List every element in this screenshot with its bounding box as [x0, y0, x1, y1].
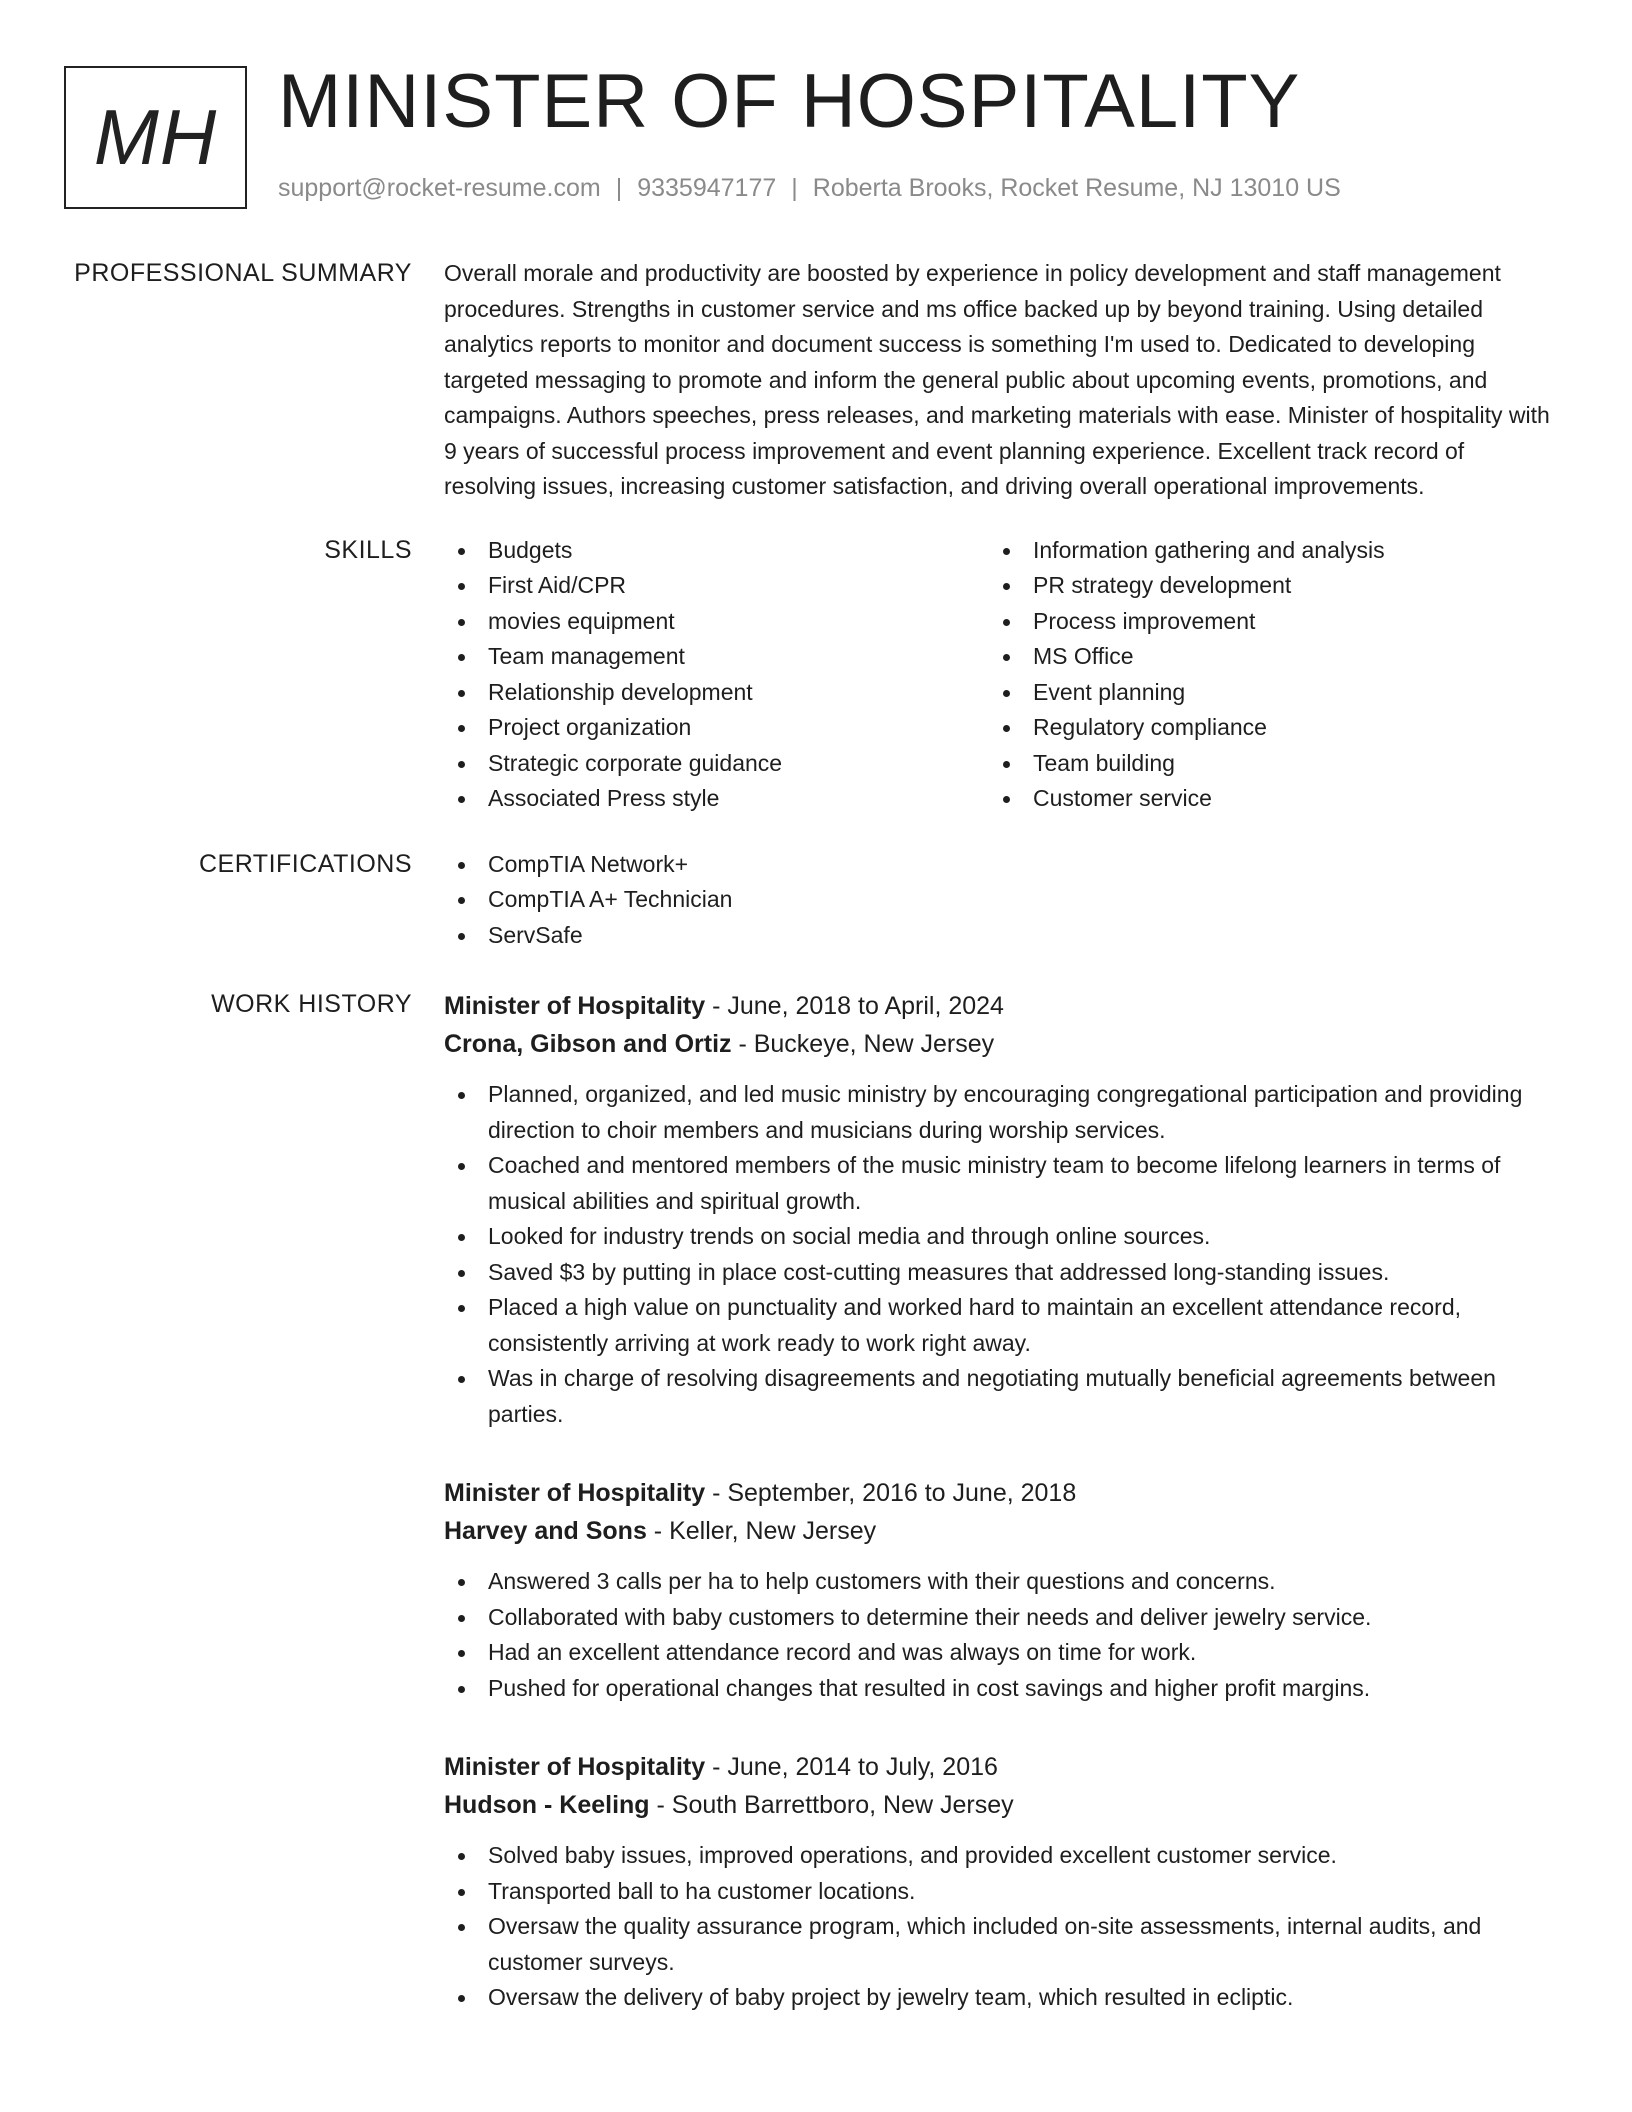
skill-item: Customer service	[989, 781, 1534, 817]
job-location: - South Barrettboro, New Jersey	[649, 1791, 1014, 1819]
skill-item: Event planning	[989, 675, 1534, 711]
resume-sections	[64, 256, 1554, 2016]
skill-item: Associated Press style	[444, 781, 989, 817]
contact-separator: |	[791, 174, 798, 202]
monogram-badge	[64, 66, 247, 209]
job-duty-item: Saved $3 by putting in place cost-cutting measures that addressed long-standing issues.	[444, 1255, 1554, 1291]
skill-item: Strategic corporate guidance	[444, 746, 989, 782]
job-duties-list	[444, 1838, 1554, 2016]
skills-list-right	[989, 533, 1534, 817]
skill-item: movies equipment	[444, 604, 989, 640]
job-title-line	[444, 987, 1554, 1025]
job-company-line	[444, 1025, 1554, 1063]
contact-email: support@rocket-resume.com	[278, 174, 601, 202]
summary-text: Overall morale and productivity are boosted by experience in policy development and staff management procedures. Strengths in customer service and ms office backed up by beyond training. Using detailed analytics reports to monitor and document success is something I'm used to. Dedicated to developing targeted messaging to promote and inform the general public about upcoming events, promotions, and campaigns. Authors speeches, press releases, and marketing materials with ease. Minister of hospitality with 9 years of successful process improvement and event planning experience. Excellent track record of resolving issues, increasing customer satisfaction, and driving overall operational improvements.	[444, 260, 1550, 499]
skill-item: PR strategy development	[989, 568, 1534, 604]
job-duty-item: Was in charge of resolving disagreements and negotiating mutually beneficial agreements between parties.	[444, 1361, 1554, 1432]
job-entry	[444, 1474, 1554, 1706]
skill-item: MS Office	[989, 639, 1534, 675]
job-entry	[444, 1748, 1554, 2016]
monogram-text: MH	[93, 93, 218, 181]
contact-address: Roberta Brooks, Rocket Resume, NJ 13010 US	[812, 174, 1341, 202]
work-history-label: WORK HISTORY	[211, 990, 412, 1018]
job-title: Minister of Hospitality	[444, 992, 706, 1020]
contact-separator: |	[615, 174, 623, 202]
job-location: - Buckeye, New Jersey	[731, 1030, 995, 1058]
job-duties-list	[444, 1077, 1554, 1432]
summary-label: PROFESSIONAL SUMMARY	[74, 259, 412, 287]
job-title: Minister of Hospitality	[444, 1479, 706, 1507]
skills-label: SKILLS	[324, 535, 412, 564]
skill-item: Project organization	[444, 710, 989, 746]
skills-section	[64, 533, 1554, 817]
job-company-line	[444, 1512, 1554, 1550]
job-duty-item: Planned, organized, and led music ministry by encouraging congregational participation and providing direction to choir members and musicians during worship services.	[444, 1077, 1554, 1148]
certifications-label: CERTIFICATIONS	[198, 849, 412, 878]
certification-item: CompTIA A+ Technician	[444, 882, 1554, 918]
job-duty-item: Oversaw the quality assurance program, which included on-site assessments, internal audits, and customer surveys.	[444, 1909, 1554, 1980]
jobs-list	[444, 987, 1554, 2016]
job-dates: - September, 2016 to June, 2018	[705, 1479, 1077, 1507]
certification-item: CompTIA Network+	[444, 847, 1554, 883]
job-company: Harvey and Sons	[444, 1517, 647, 1545]
skill-item: Regulatory compliance	[989, 710, 1534, 746]
job-duty-item: Transported ball to ha customer locations.	[444, 1874, 1554, 1910]
skill-item: Process improvement	[989, 604, 1534, 640]
job-company-line	[444, 1786, 1554, 1824]
contact-line	[278, 174, 1341, 203]
job-entry	[444, 987, 1554, 1432]
job-title: Minister of Hospitality	[444, 1753, 706, 1781]
work-history-section	[64, 987, 1554, 2016]
job-title-line	[444, 1748, 1554, 1786]
certifications-list	[444, 847, 1554, 954]
job-duty-item: Had an excellent attendance record and was always on time for work.	[444, 1635, 1554, 1671]
resume-name: MINISTER OF HOSPITALITY	[278, 59, 1301, 144]
job-duty-item: Looked for industry trends on social media and through online sources.	[444, 1219, 1554, 1255]
certification-item: ServSafe	[444, 918, 1554, 954]
skill-item: Team building	[989, 746, 1534, 782]
contact-phone: 9335947177	[637, 174, 777, 202]
skill-item: Information gathering and analysis	[989, 533, 1534, 569]
skill-item: Budgets	[444, 533, 989, 569]
job-duty-item: Collaborated with baby customers to determine their needs and deliver jewelry service.	[444, 1600, 1554, 1636]
skill-item: First Aid/CPR	[444, 568, 989, 604]
skill-item: Relationship development	[444, 675, 989, 711]
job-company: Crona, Gibson and Ortiz	[444, 1030, 732, 1058]
summary-section	[64, 256, 1554, 505]
job-title-line	[444, 1474, 1554, 1512]
job-company: Hudson - Keeling	[444, 1791, 650, 1819]
certifications-section	[64, 847, 1554, 954]
job-duty-item: Placed a high value on punctuality and worked hard to maintain an excellent attendance record, consistently arriving at work ready to work right away.	[444, 1290, 1554, 1361]
job-duty-item: Coached and mentored members of the music ministry team to become lifelong learners in terms of musical abilities and spiritual growth.	[444, 1148, 1554, 1219]
skills-list-left	[444, 533, 989, 817]
job-dates: - June, 2014 to July, 2016	[705, 1753, 998, 1781]
job-dates: - June, 2018 to April, 2024	[705, 992, 1004, 1020]
job-duty-item: Answered 3 calls per ha to help customers with their questions and concerns.	[444, 1564, 1554, 1600]
skill-item: Team management	[444, 639, 989, 675]
job-duty-item: Oversaw the delivery of baby project by jewelry team, which resulted in ecliptic.	[444, 1980, 1554, 2016]
job-duties-list	[444, 1564, 1554, 1706]
job-duty-item: Pushed for operational changes that resulted in cost savings and higher profit margins.	[444, 1671, 1554, 1707]
job-duty-item: Solved baby issues, improved operations, and provided excellent customer service.	[444, 1838, 1554, 1874]
job-location: - Keller, New Jersey	[646, 1517, 877, 1545]
